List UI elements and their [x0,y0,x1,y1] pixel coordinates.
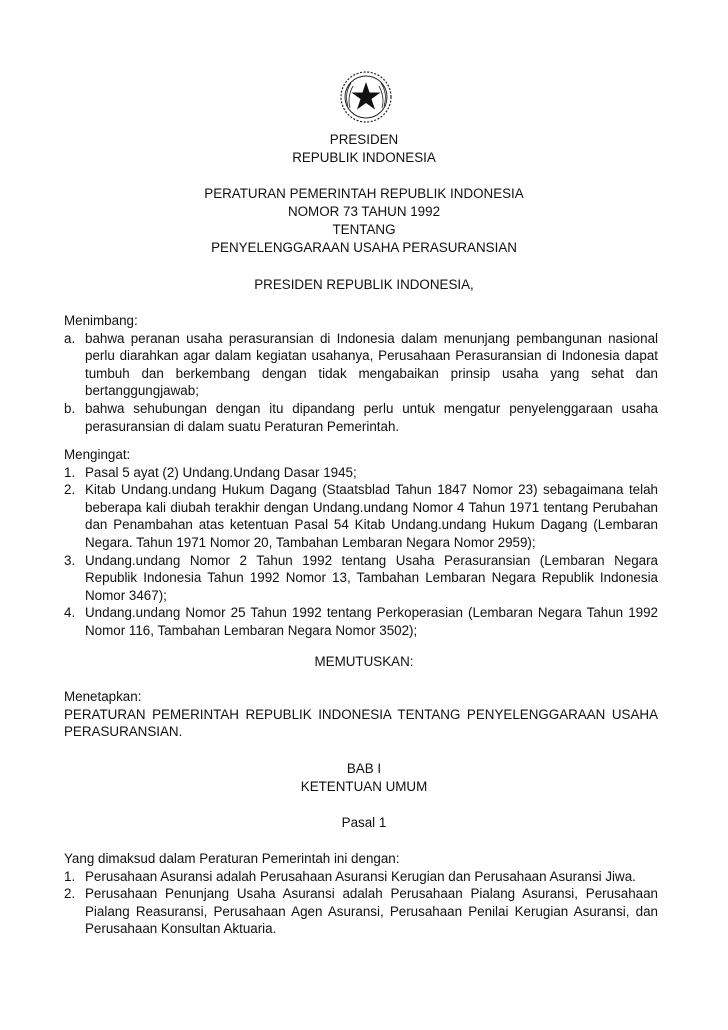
list-item [64,552,658,605]
president-declaration: PRESIDEN REPUBLIK INDONESIA, [254,277,474,292]
item-marker: 1. [64,868,76,884]
item-text: Pasal 5 ayat (2) Undang.Undang Dasar 1945; [85,464,357,480]
item-text: bahwa peranan usaha perasuransian di Indonesia dalam menunjang pembangunan nasional perlu diarahkan agar dalam kegiatan usahanya, Perusahaan Perasuransian di Indonesia dapat tumbuh dan berkembang dengan tidak mengabaikan prinsip usaha yang sehat dan bertanggungjawab; [85,330,658,399]
memutuskan-heading: MEMUTUSKAN: [314,654,414,669]
item-text: Kitab Undang.undang Hukum Dagang (Staatsblad Tahun 1847 Nomor 23) sebagaimana telah beberapa kali diubah terakhir dengan Undang.undang Nomor 4 Tahun 1971 tentang Perubahan dan Penambahan atas ketentuan Pasal 54 Kitab Undang.undang Hukum Dagang (Lembaran Negara. Tahun 1971 Nomor 20, Tambahan Lembaran Negara Nomor 2959); [85,482,658,550]
menimbang-section [64,312,658,435]
item-text: Undang.undang Nomor 2 Tahun 1992 tentang Usaha Perasuransian (Lembaran Negara Republik Indonesia Tahun 1992 Nomor 13, Tambahan Lembaran Negara Republik Indonesia Nomor 3467); [85,552,658,603]
pasal-intro: Yang dimaksud dalam Peraturan Pemerintah ini dengan: [64,851,400,866]
mengingat-heading: Mengingat: [64,447,131,462]
mengingat-section [64,446,658,640]
item-marker: b. [64,400,76,416]
list-item [64,885,658,938]
garuda-star-emblem-icon [339,70,393,124]
item-marker: 2. [64,886,76,902]
list-item [64,400,658,435]
bab-number: BAB I [346,761,382,776]
item-text: Perusahaan Penunjang Usaha Asuransi adalah Perusahaan Pialang Asuransi, Perusahaan Pialang Reasuransi, Perusahaan Agen Asuransi, Perusahaan Penilai Kerugian Asuransi, dan Perusahaan Konsultan Aktuaria. [85,886,658,937]
bab-title: KETENTUAN UMUM [300,779,428,794]
item-marker: 2. [64,482,76,498]
item-text: bahwa sehubungan dengan itu dipandang perlu untuk mengatur penyelenggaraan usaha perasuransian di dalam suatu Peraturan Pemerintah. [85,400,658,434]
list-item [64,604,658,639]
item-text: Perusahaan Asuransi adalah Perusahaan Asuransi Kerugian dan Perusahaan Asuransi Jiwa. [85,868,636,884]
item-text: Undang.undang Nomor 25 Tahun 1992 tentang Perkoperasian (Lembaran Negara Tahun 1992 Nomor 116, Tambahan Lembaran Negara Nomor 3502); [85,605,658,638]
regulation-number: NOMOR 73 TAHUN 1992 [287,204,441,219]
menetapkan-text: PERATURAN PEMERINTAH REPUBLIK INDONESIA TENTANG PENYELENGGARAAN USAHA PERASURANSIAN. [64,706,658,740]
pasal-section [64,850,658,938]
menetapkan-heading: Menetapkan: [64,689,142,704]
regulation-tentang: TENTANG [332,222,396,237]
regulation-title: PERATURAN PEMERINTAH REPUBLIK INDONESIA [204,186,524,201]
regulation-subject: PENYELENGGARAAN USAHA PERASURANSIAN [211,240,517,255]
item-marker: 4. [64,605,76,621]
menetapkan-section [64,688,658,741]
pasal-heading: Pasal 1 [341,815,387,830]
item-marker: 1. [64,464,76,480]
item-marker: a. [64,330,76,346]
header-president: PRESIDEN [329,132,399,147]
header-republic: REPUBLIK INDONESIA [292,150,436,165]
list-item [64,868,658,886]
list-item [64,464,658,482]
list-item [64,481,658,551]
menimbang-heading: Menimbang: [64,313,138,328]
list-item [64,330,658,400]
item-marker: 3. [64,552,76,568]
